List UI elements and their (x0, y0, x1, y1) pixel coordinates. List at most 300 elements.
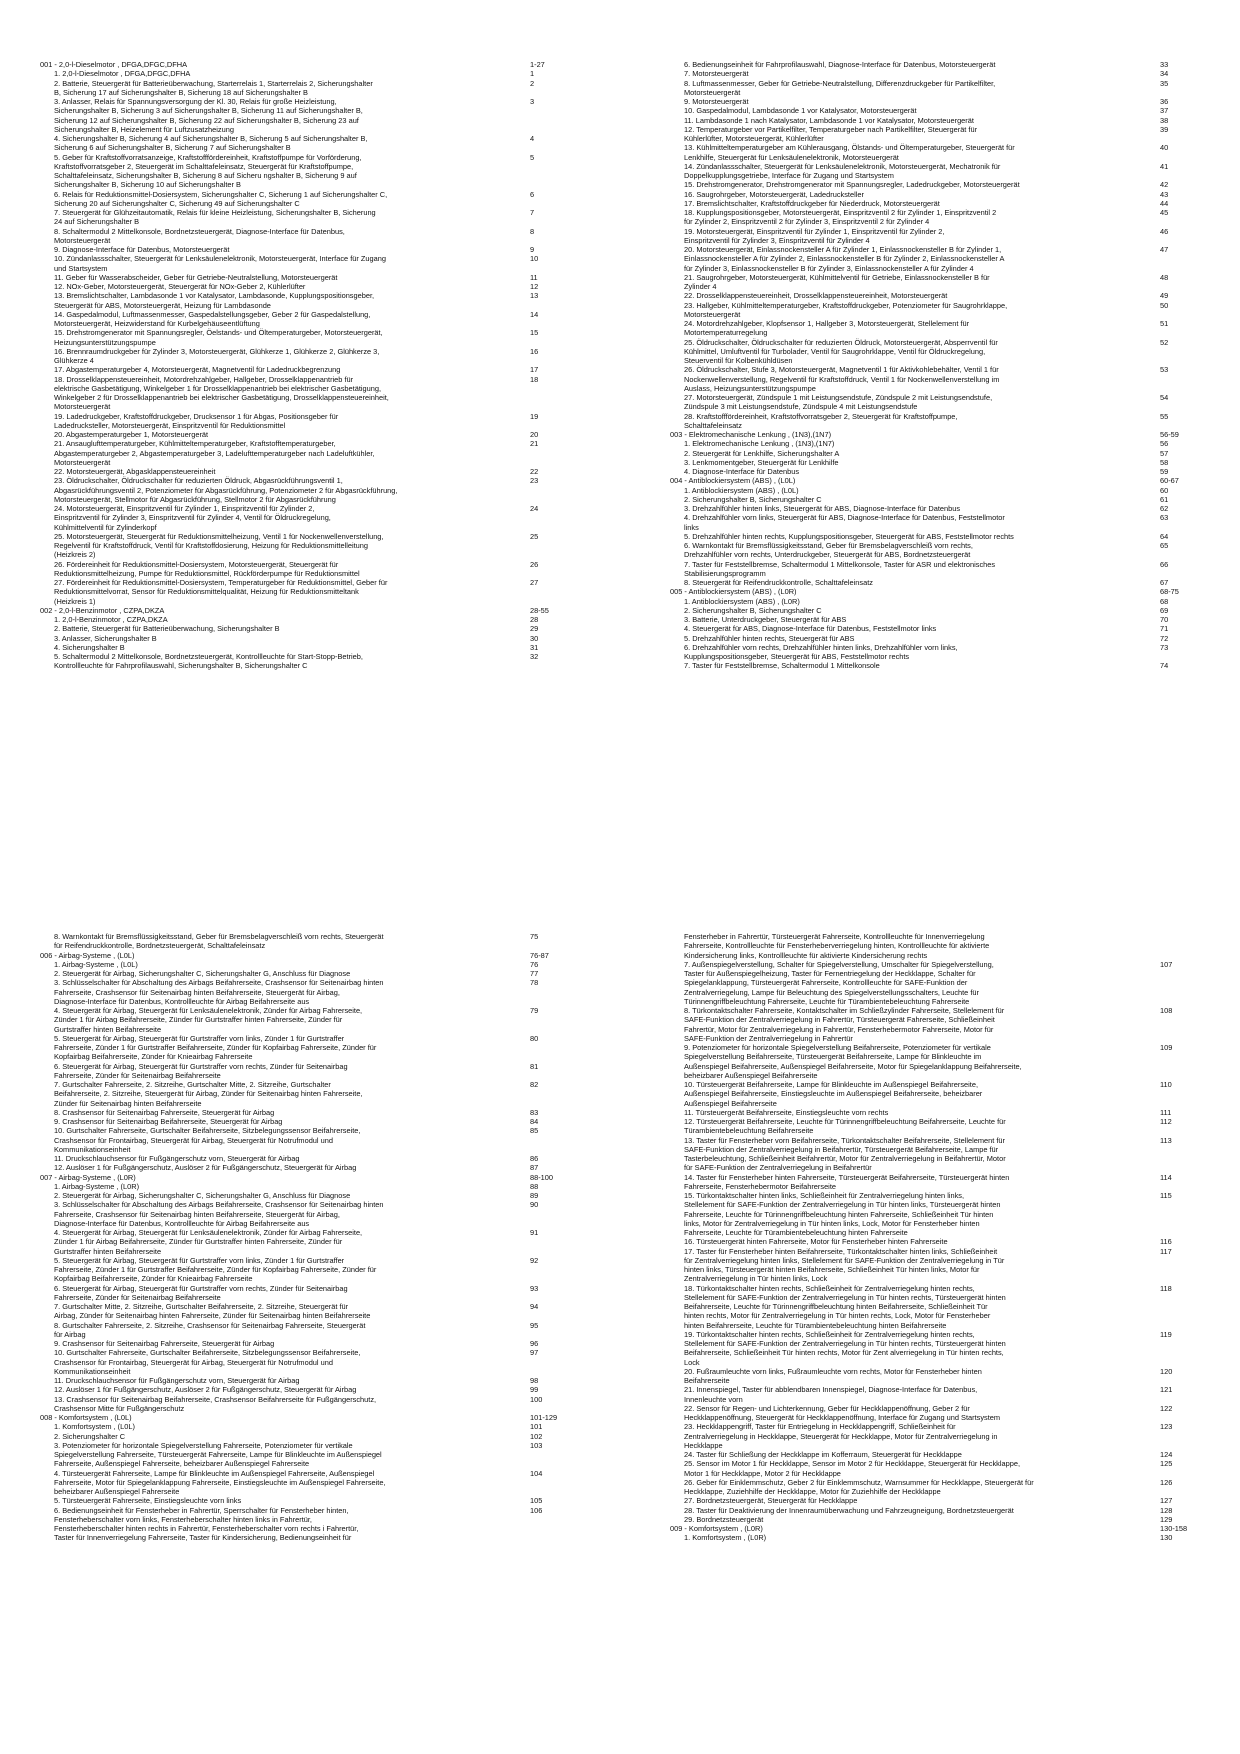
toc-entry-title: 10. Gaspedalmodul, Lambdasonde 1 vor Katalysator, Motorsteuergerät (684, 106, 917, 116)
toc-section-entry (670, 476, 1200, 485)
toc-entry-page: 120 (1160, 1366, 1173, 1376)
toc-entry-title: 12. Türsteuergerät Beifahrerseite, Leuchte für Türinnengriffbeleuchtung Beifahrerseite, Leuchte für Türambientebeleuchtung Beifahrerseite (684, 1117, 1006, 1136)
toc-entry-page: 18 (530, 374, 539, 384)
toc-section-entry (40, 1173, 570, 1182)
toc-entry-page: 91 (530, 1228, 539, 1237)
toc-entry (40, 375, 570, 412)
toc-entry-title: 11. Druckschlauchsensor für Fußgängerschutz vorn, Steuergerät für Airbag (54, 1376, 300, 1385)
toc-entry (40, 1376, 570, 1385)
toc-entry-title: 5. Steuergerät für Airbag, Steuergerät für Gurtstraffer vorn links, Zünder 1 für Gurtstraffer Fahrerseite, Zünder 1 für Gurtstraffer Beifahrerseite, Zünder für Kopfairbag Fahrerseite, Zünder für Kopfairbag Beifahrerseite, Zünder für Knieairbag Fahrerseite (54, 1033, 377, 1062)
toc-entry (670, 69, 1200, 78)
toc-entry (40, 1126, 570, 1154)
toc-entry-title: 15. Drehstromgenerator, Drehstromgenerator mit Spannungsregler, Ladedruckgeber, Motorsteuergerät (684, 180, 1020, 190)
toc-entry (40, 1422, 570, 1431)
toc-entry (670, 532, 1200, 541)
toc-entry-title: 007 - Airbag-Systeme , (L0R) (40, 1172, 136, 1182)
toc-entry-page: 73 (1160, 642, 1169, 652)
toc-entry-page: 47 (1160, 245, 1169, 254)
toc-section-entry (40, 951, 570, 960)
toc-entry (670, 1043, 1200, 1080)
toc-entry-title: 8. Schaltermodul 2 Mittelkonsole, Bordnetzsteuergerät, Diagnose-Interface für Datenbus, Motorsteuergerät (54, 226, 345, 245)
toc-entry (40, 643, 570, 652)
toc-entry-title: 2. Batterie, Steuergerät für Batterieüberwachung, Starterrelais 1, Starterrelais 2, Sicherungshalter B, Sicherung 17 auf Sicherungshalter B, Sicherung 18 auf Sicherungshalter B (54, 78, 373, 97)
toc-entry (40, 624, 570, 633)
toc-entry-title: 27. Bordnetzsteuergerät, Steuergerät für Heckklappe (684, 1496, 858, 1506)
toc-entry (40, 430, 570, 439)
toc-entry (670, 960, 1200, 1006)
toc-entry-page: 27 (530, 578, 539, 587)
toc-entry-page: 115 (1160, 1191, 1172, 1200)
toc-entry-title: 14. Zündanlassschalter, Steuergerät für Lenksäulenelektronik, Motorsteuergerät, Mechatronik für Doppelkupplungsgetriebe, Interface für Zugang und Startsystem (684, 161, 1001, 180)
toc-entry-title: 3. Anlasser, Relais für Spannungsversorgung der Kl. 30, Relais für große Heizleistung, Sicherungshalter B, Sicherung 3 auf Sicherungshalter B, Sicherung 11 auf Sicherungshalter B, Sicherung 12 auf Sicherungshalter B, Sicherung 22 auf Sicherungshalter B, Sicherung 23 auf Sicherungshalter B, Heizelement für Luftzusatzheizung (54, 97, 363, 134)
toc-entry-page: 78 (530, 978, 539, 988)
toc-entry-page: 22 (530, 467, 539, 476)
toc-entry-page: 129 (1160, 1514, 1173, 1524)
toc-entry (670, 1237, 1200, 1246)
toc-entry (670, 1404, 1200, 1423)
toc-entry-title: 4. Diagnose-Interface für Datenbus (684, 467, 800, 476)
toc-entry-title: 5. Geber für Kraftstoffvorratsanzeige, Kraftstofffördereinheit, Kraftstoffpumpe für Vorförderung, Kraftstoffvorratsgeber 2, Steuergerät im Schalttafeleinsatz, Steuergerät für Kraftstoffpumpe, Schalttafeleinsatz, Sicherungshalter B, Sicherung 8 auf Sicheru ngshalter B, Sicherung 9 auf Sicherungshalter B, Sicherung 10 auf Sicherungshalter B (54, 152, 362, 190)
toc-entry-title: 006 - Airbag-Systeme , (L0L) (40, 950, 135, 960)
toc-entry (40, 476, 570, 504)
toc-entry-title: 9. Potenziometer für horizontale Spiegelverstellung Beifahrerseite, Potenziometer für vertikale Spiegelverstellung Beifahrerseite, Türsteuergerät Beifahrerseite, Lampe für Blinkleuchte im Außenspiegel Beifahrerseite, Außenspiegel Beifahrerseite, Motor für Spiegelanklappung Beifahrerseite, beheizbarer Außenspiegel Beifahrerseite (684, 1043, 1022, 1080)
toc-entry (670, 504, 1200, 513)
toc-entry-title: 10. Gurtschalter Fahrerseite, Gurtschalter Beifahrerseite, Sitzbelegungssensor Beifahrerseite, Crashsensor für Frontairbag, Steuergerät für Airbag, Steuergerät für Notrufmodul und Kommunikationseinheit (54, 1348, 361, 1376)
toc-entry (40, 190, 570, 209)
toc-entry-page: 43 (1160, 189, 1169, 199)
toc-entry-title: 5. Drehzahlfühler hinten rechts, Kupplungspositionsgeber, Steuergerät für ABS, Feststellmotor rechts (684, 531, 1014, 541)
toc-entry-title: 20. Motorsteuergerät, Einlassnockensteller A für Zylinder 1, Einlassnockensteller B für Zylinder 1, Einlassnockensteller A für Zylinder 2, Einlassnockensteller B für Zylinder 2, Einlassnockensteller A für Zylinder 3, Einlassnockensteller B für Zylinder 3, Einlassnockensteller A für Zylinder 4 (684, 245, 1005, 273)
toc-entry (670, 624, 1200, 633)
toc-entry-title: 2. Steuergerät für Airbag, Sicherungshalter C, Sicherungshalter G, Anschluss für Diagnose (54, 969, 351, 978)
toc-entry-page: 95 (530, 1320, 539, 1330)
toc-entry-title: 6. Steuergerät für Airbag, Steuergerät für Gurtstraffer vorn rechts, Zünder für Seitenairbag Fahrerseite, Zünder für Seitenairbag Beifahrerseite (54, 1061, 348, 1080)
toc-entry (670, 486, 1200, 495)
toc-entry-page: 59 (1160, 467, 1169, 476)
toc-entry-title: 1. Airbag-Systeme , (L0L) (54, 959, 138, 969)
toc-entry-page: 80 (530, 1033, 539, 1043)
toc-entry-page: 46 (1160, 226, 1169, 236)
toc-entry (40, 978, 570, 1006)
toc-entry-page: 41 (1160, 161, 1169, 171)
toc-entry (40, 1432, 570, 1441)
toc-entry-page: 114 (1160, 1172, 1172, 1182)
toc-entry-page: 112 (1160, 1117, 1172, 1126)
toc-entry-title: 24. Motorsteuergerät, Einspritzventil für Zylinder 1, Einspritzventil für Zylinder 2, Einspritzventil für Zylinder 3, Einspritzventil für Zylinder 4, Ventil für Öldruckregelung, Kühlmittelventil für Zylinderkopf (54, 504, 331, 532)
toc-entry-page: 100 (530, 1394, 543, 1404)
toc-entry-page: 44 (1160, 198, 1169, 208)
toc-entry (670, 1330, 1200, 1367)
toc-entry-title: 8. Crashsensor für Seitenairbag Fahrerseite, Steuergerät für Airbag (54, 1107, 275, 1117)
toc-entry (670, 143, 1200, 162)
toc-entry-page: 92 (530, 1255, 539, 1265)
toc-entry-page: 34 (1160, 69, 1169, 79)
toc-entry (670, 199, 1200, 208)
toc-entry-page: 23 (530, 476, 539, 486)
toc-entry-title: 20. Abgastemperaturgeber 1, Motorsteuergerät (54, 430, 209, 439)
toc-entry (40, 79, 570, 98)
toc-entry (40, 1506, 570, 1543)
toc-entry-page: 33 (1160, 60, 1169, 69)
toc-entry-page: 28-55 (530, 605, 549, 615)
toc-entry-page: 67 (1160, 578, 1169, 587)
toc-entry (670, 449, 1200, 458)
toc-entry-title: 19. Ladedruckgeber, Kraftstoffdruckgeber, Drucksensor 1 für Abgas, Positionsgeber für Ladedrucksteller, Motorsteuergerät, Einspritzventil für Reduktionsmittel (54, 411, 339, 430)
toc-entry (670, 412, 1200, 431)
toc-entry (670, 125, 1200, 144)
toc-entry-page: 54 (1160, 393, 1169, 402)
toc-entry (670, 1247, 1200, 1284)
toc-entry (670, 319, 1200, 338)
toc-entry (40, 1062, 570, 1081)
toc-entry-title: 3. Lenkmomentgeber, Steuergerät für Lenkhilfe (684, 457, 839, 467)
toc-entry-page: 48 (1160, 272, 1169, 282)
toc-entry-page: 88-100 (530, 1172, 554, 1182)
toc-entry-title: 10. Gurtschalter Fahrerseite, Gurtschalter Beifahrerseite, Sitzbelegungssensor Beifahrerseite, Crashsensor für Frontairbag, Steuergerät für Airbag, Steuergerät für Notrufmodul und Kommunikationseinheit (54, 1126, 361, 1154)
toc-entry-page: 72 (1160, 633, 1169, 643)
toc-entry-page: 87 (530, 1163, 539, 1173)
toc-entry-page: 64 (1160, 531, 1169, 541)
toc-entry (670, 661, 1200, 670)
toc-entry-title: 17. Bremslichtschalter, Kraftstoffdruckgeber für Niederdruck, Motorsteuergerät (684, 198, 940, 208)
toc-entry-page: 3 (530, 97, 535, 106)
toc-section-entry (40, 606, 570, 615)
toc-entry (670, 458, 1200, 467)
toc-entry-page: 60 (1160, 485, 1169, 495)
toc-entry (40, 291, 570, 310)
toc-entry (670, 79, 1200, 98)
toc-entry (40, 1200, 570, 1228)
toc-entry (670, 162, 1200, 181)
toc-entry-page: 62 (1160, 504, 1169, 513)
toc-entry-title: 7. Taster für Feststellbremse, Schaltermodul 1 Mittelkonsole (684, 661, 880, 671)
toc-entry-page: 101 (530, 1422, 543, 1432)
toc-entry-page: 60-67 (1160, 476, 1179, 486)
toc-entry (670, 273, 1200, 292)
toc-entry-page: 84 (530, 1117, 539, 1126)
toc-entry-page: 88 (530, 1181, 539, 1191)
toc-entry-page: 52 (1160, 337, 1169, 347)
toc-entry-page: 110 (1160, 1080, 1172, 1089)
toc-entry (40, 504, 570, 532)
toc-entry (670, 227, 1200, 246)
toc-entry (40, 310, 570, 329)
toc-entry-page: 68-75 (1160, 587, 1179, 597)
toc-section-entry (670, 587, 1200, 596)
toc-entry-title: 4. Drehzahlfühler vorn links, Steuergerät für ABS, Diagnose-Interface für Datenbus, Feststellmotor links (684, 513, 1005, 532)
toc-entry-page: 25 (530, 531, 539, 541)
toc-entry (40, 208, 570, 227)
toc-entry (670, 467, 1200, 476)
toc-entry (670, 634, 1200, 643)
toc-entry-page: 81 (530, 1061, 539, 1071)
toc-entry (670, 1006, 1200, 1043)
toc-entry (670, 208, 1200, 227)
toc-entry (40, 365, 570, 374)
toc-entry-page: 99 (530, 1385, 539, 1395)
toc-entry-page: 85 (530, 1126, 539, 1136)
toc-entry (40, 1321, 570, 1340)
toc-entry-title: 1. Antiblockiersystem (ABS) , (L0R) (684, 596, 800, 606)
toc-entry-title: 22. Drosselklappensteuereinheit, Drosselklappensteuereinheit, Motorsteuergerät (684, 291, 948, 301)
toc-entry-page: 105 (530, 1496, 543, 1506)
toc-entry-title: 1. 2,0-l-Dieselmotor , DFGA,DFGC,DFHA (54, 69, 191, 79)
toc-entry-title: 1. Komfortsystem , (L0R) (684, 1533, 767, 1543)
toc-entry-title: 2. Batterie, Steuergerät für Batterieüberwachung, Sicherungshalter B (54, 624, 280, 634)
toc-entry (670, 1385, 1200, 1404)
toc-entry (40, 1469, 570, 1497)
toc-entry-title: 6. Steuergerät für Airbag, Steuergerät für Gurtstraffer vorn rechts, Zünder für Seitenairbag Fahrerseite, Zünder für Seitenairbag Beifahrerseite (54, 1283, 348, 1302)
toc-entry-title: 22. Sensor für Regen- und Lichterkennung, Geber für Heckklappenöffnung, Geber 2 für Heckklappenöffnung, Steuergerät für Heckklappenöffnung, Interface für Zugang und Startsystem (684, 1403, 1001, 1422)
toc-entry-title: 13. Bremslichtschalter, Lambdasonde 1 vor Katalysator, Lambdasonde, Kupplungspositionsgeber, Steuergerät für ABS, Motorsteuergerät, Heizung für Lambdasonde (54, 291, 375, 310)
toc-entry (40, 1006, 570, 1034)
toc-entry-page: 75 (530, 932, 539, 941)
toc-entry (670, 1515, 1200, 1524)
toc-entry-title: 003 - Elektromechanische Lenkung , (1N3),(1N7) (670, 430, 832, 439)
toc-entry-page: 119 (1160, 1329, 1172, 1339)
toc-entry (670, 60, 1200, 69)
toc-entry-page: 29 (530, 624, 539, 634)
toc-entry-page: 107 (1160, 959, 1173, 969)
toc-entry (670, 1108, 1200, 1117)
toc-entry-page: 57 (1160, 448, 1169, 458)
toc-entry (670, 439, 1200, 448)
toc-entry (40, 1496, 570, 1505)
toc-entry (670, 1506, 1200, 1515)
toc-entry (670, 116, 1200, 125)
toc-entry-title: 24. Motordrehzahlgeber, Klopfsensor 1, Hallgeber 3, Motorsteuergerät, Stellelement für Motortemperaturregelung (684, 319, 970, 338)
toc-entry-title: 002 - 2,0-l-Benzinmotor , CZPA,DKZA (40, 605, 165, 615)
toc-entry-page: 36 (1160, 97, 1169, 106)
toc-entry-title: 7. Gurtschalter Mitte, 2. Sitzreihe, Gurtschalter Beifahrerseite, 2. Sitzreihe, Steuergerät für Airbag, Zünder für Seitenairbag hinten Fahrerseite, Zünder für Seitenairbag hinten Beifahrerseite (54, 1302, 371, 1321)
toc-entry-page: 6 (530, 189, 535, 199)
toc-entry-title: 6. Bedienungseinheit für Fahrprofilauswahl, Diagnose-Interface für Datenbus, Motorsteuergerät (684, 60, 996, 69)
toc-entry-page: 97 (530, 1348, 539, 1358)
toc-entry-title: 10. Zündanlassschalter, Steuergerät für Lenksäulenelektronik, Motorsteuergerät, Interface für Zugang und Startsystem (54, 254, 386, 273)
toc-entry (40, 245, 570, 254)
toc-entry-page: 16 (530, 346, 539, 356)
toc-column-bottom-right (670, 932, 1200, 1543)
toc-entry-page: 83 (530, 1107, 539, 1117)
toc-entry (40, 69, 570, 78)
toc-entry-page: 82 (530, 1080, 539, 1089)
toc-entry (670, 180, 1200, 189)
toc-entry (670, 338, 1200, 366)
toc-entry-title: 26. Fördereinheit für Reduktionsmittel-Dosiersystem, Motorsteuergerät, Steuergerät für Reduktionsmittelheizung, Pumpe für Reduktionsmittel, Rückförderpumpe für Reduktionsmittel (54, 559, 360, 578)
toc-entry (40, 1339, 570, 1348)
toc-entry-page: 31 (530, 642, 539, 652)
toc-entry-page: 56-59 (1160, 430, 1179, 439)
toc-entry-title: 7. Motorsteuergerät (684, 69, 749, 79)
toc-entry-title: 4. Steuergerät für ABS, Diagnose-Interface für Datenbus, Feststellmotor links (684, 624, 937, 634)
toc-entry (670, 513, 1200, 532)
toc-entry-page: 63 (1160, 513, 1169, 523)
toc-entry-page: 5 (530, 152, 535, 162)
toc-entry (670, 643, 1200, 662)
toc-entry-page: 1 (530, 69, 535, 79)
toc-entry (40, 412, 570, 431)
toc-entry (670, 1533, 1200, 1542)
toc-entry-page: 122 (1160, 1403, 1173, 1413)
toc-entry-title: 25. Motorsteuergerät, Steuergerät für Reduktionsmittelheizung, Ventil 1 für Nockenwellenverstellung, Regelventil für Kraftstoffdruck, Ventil für Kraftstoffdosierung, Heizung für Reduktionsmittelleitung (Heizkreis 2) (54, 531, 384, 560)
toc-entry (670, 1496, 1200, 1505)
toc-entry-title: 7. Steuergerät für Glühzeitautomatik, Relais für kleine Heizleistung, Sicherungshalter B, Sicherung 24 auf Sicherungshalter B (54, 208, 376, 227)
toc-section-entry (670, 1524, 1200, 1533)
toc-entry (40, 1441, 570, 1469)
toc-entry-title: 3. Schlüsselschalter für Abschaltung des Airbags Beifahrerseite, Crashsensor für Seitenairbag hinten Fahrerseite, Crashsensor für Seitenairbag hinten Beifahrerseite, Steuergerät für Airbag, Diagnose-Interface für Datenbus, Kontrollleuchte für Airbag Beifahrerseite aus (54, 1200, 384, 1228)
toc-entry-page: 35 (1160, 78, 1169, 88)
toc-entry-title: 11. Lambdasonde 1 nach Katalysator, Lambdasonde 1 vor Katalysator, Motorsteuergerät (684, 115, 974, 125)
toc-entry-title: 12. Temperaturgeber vor Partikelfilter, Temperaturgeber nach Partikelfilter, Steuergerät für Kühlerlüfter, Motorsteuergerät, Kühlerlüfter (684, 124, 978, 143)
toc-entry-title: 18. Drosselklappensteuereinheit, Motordrehzahlgeber, Hallgeber, Drosselklappenantrieb für elektrische Gasbetätigung, Winkelgeber 1 für Drosselklappenantrieb bei elektrischer Gasbetätigung, Winkelgeber 2 für Drosselklappenantrieb bei elektrischer Gasbetätigung, Drosselklappensteuereinheit, Motorsteuergerät (54, 374, 389, 412)
toc-entry-title: 17. Taster für Fensterheber hinten Beifahrerseite, Türkontaktschalter hinten links, Schließeinheit für Zentralverriegelung hinten links, Stellelement für SAFE-Funktion der Zentralverriegelung in Tür hinten links, Türsteuergerät hinten Beifahrerseite, Schließeinheit Tür hinten links, Motor für Zentralverriegelung in Tür hinten links, Lock (684, 1246, 1005, 1284)
toc-entry-title: 4. Steuergerät für Airbag, Steuergerät für Lenksäulenelektronik, Zünder für Airbag Fahrerseite, Zünder 1 für Airbag Beifahrerseite, Zünder für Gurtstraffer hinten Fahrerseite, Zünder für Gurtstraffer hinten Beifahrerseite (54, 1006, 363, 1034)
toc-entry-title: 3. Anlasser, Sicherungshalter B (54, 633, 157, 643)
toc-entry-title: 16. Saugrohrgeber, Motorsteuergerät, Ladedrucksteller (684, 189, 864, 199)
toc-entry (40, 227, 570, 246)
toc-entry (670, 615, 1200, 624)
toc-entry-title: 8. Türkontaktschalter Fahrerseite, Kontaktschalter im Schließzylinder Fahrerseite, Stellelement für SAFE-Funktion der Zentralverriegelung in Fahrertür, Türsteuergerät Fahrerseite, Schließeinheit Fahrertür, Motor für Zentralverriegelung in Fahrertür, Fensterhebermotor Fahrerseite, Motor für SAFE-Funktion der Zentralverriegelung in Fahrertür (684, 1006, 1005, 1043)
toc-entry-title: 2. Sicherungshalter B, Sicherungshalter C (684, 494, 822, 504)
toc-entry-title: 2. Steuergerät für Airbag, Sicherungshalter C, Sicherungshalter G, Anschluss für Diagnose (54, 1191, 351, 1200)
toc-entry-page: 65 (1160, 541, 1169, 550)
toc-entry-title: Fensterheber in Fahrertür, Türsteuergerät Fahrerseite, Kontrollleuchte für Innenverriegelung Fahrerseite, Kontrollleuchte für Fensterheberverriegelung hinten, Kontrollleuchte für aktivierte Kindersicherung links, Kontrollleuchte für aktivierte Kindersicherung rechts (684, 932, 990, 960)
toc-entry-page: 79 (530, 1006, 539, 1015)
toc-entry-title: 12. Auslöser 1 für Fußgängerschutz, Auslöser 2 für Fußgängerschutz, Steuergerät für Airbag (54, 1163, 357, 1173)
toc-entry-page: 117 (1160, 1246, 1172, 1256)
toc-entry-page: 96 (530, 1339, 539, 1348)
toc-entry-title: 9. Crashsensor für Seitenairbag Fahrerseite, Steuergerät für Airbag (54, 1339, 275, 1348)
toc-entry (670, 1422, 1200, 1450)
toc-entry-page: 7 (530, 208, 535, 217)
toc-entry-title: 23. Hallgeber, Kühlmitteltemperaturgeber, Kraftstoffdruckgeber, Potenziometer für Saugrohrklappe, Motorsteuergerät (684, 300, 1008, 319)
toc-entry-title: 8. Luftmassenmesser, Geber für Getriebe-Neutralstellung, Differenzdruckgeber für Partikelfilter, Motorsteuergerät (684, 78, 996, 97)
toc-entry (40, 1154, 570, 1163)
toc-entry-page: 118 (1160, 1283, 1172, 1293)
toc-entry-page: 30 (530, 633, 539, 643)
toc-entry (670, 1080, 1200, 1108)
toc-entry-title: 26. Öldruckschalter, Stufe 3, Motorsteuergerät, Magnetventil 1 für Aktivkohlebehälter, Ventil 1 für Nockenwellenverstellung, Regelventil für Kraftstoffdruck, Ventil 1 für Nockenwellenverstellung im Auslass, Heizungsunterstützungspumpe (684, 365, 1000, 393)
toc-entry (40, 1284, 570, 1303)
toc-entry-title: 15. Drehstromgenerator mit Spannungsregler, Öelstands- und Öltemperaturgeber, Motorsteuergerät, Heizungsunterstützungspumpe (54, 328, 383, 347)
toc-entry-title: 005 - Antiblockiersystem (ABS) , (L0R) (670, 587, 797, 597)
toc-entry-title: 4. Türsteuergerät Fahrerseite, Lampe für Blinkleuchte im Außenspiegel Fahrerseite, Außenspiegel Fahrerseite, Motor für Spiegelanklappung Fahrerseite, Einstiegsleuchte im Außenspiegel Fahrerseite, beheizbarer Außenspiegel Fahrerseite (54, 1468, 386, 1496)
toc-entry-title: 1. Airbag-Systeme , (L0R) (54, 1181, 140, 1191)
toc-entry-page: 106 (530, 1505, 543, 1515)
toc-entry-page: 125 (1160, 1459, 1173, 1469)
toc-entry-page: 68 (1160, 596, 1169, 606)
toc-entry-page: 104 (530, 1468, 543, 1478)
toc-entry-title: 20. Fußraumleuchte vorn links, Fußraumleuchte vorn rechts, Motor für Fensterheber hinten Beifahrerseite (684, 1366, 982, 1385)
toc-entry-page: 1-27 (530, 60, 545, 69)
toc-entry-page: 124 (1160, 1450, 1173, 1459)
toc-entry-title: 5. Türsteuergerät Fahrerseite, Einstiegsleuchte vorn links (54, 1496, 242, 1506)
toc-entry-page: 94 (530, 1302, 539, 1311)
toc-entry-page: 15 (530, 328, 539, 338)
toc-entry-title: 29. Bordnetzsteuergerät (684, 1514, 764, 1524)
toc-entry (40, 969, 570, 978)
toc-entry (670, 245, 1200, 273)
toc-entry-title: 27. Motorsteuergerät, Zündspule 1 mit Leistungsendstufe, Zündspule 2 mit Leistungsendstufe, Zündspule 3 mit Leistungsendstufe, Zündspule 4 mit Leistungsendstufe (684, 393, 993, 412)
toc-entry-page: 11 (530, 272, 538, 282)
toc-entry (40, 439, 570, 467)
toc-entry-title: 14. Taster für Fensterheber hinten Fahrerseite, Türsteuergerät Beifahrerseite, Türsteuergerät hinten Fahrerseite, Fensterhebermotor Beifahrerseite (684, 1172, 1010, 1191)
toc-entry-title: 004 - Antiblockiersystem (ABS) , (L0L) (670, 476, 796, 486)
toc-section-entry (40, 60, 570, 69)
toc-entry-title: 11. Druckschlauchsensor für Fußgängerschutz vorn, Steuergerät für Airbag (54, 1154, 300, 1163)
toc-entry (670, 1136, 1200, 1173)
toc-entry (40, 960, 570, 969)
toc-entry-title: 18. Türkontaktschalter hinten rechts, Schließeinheit für Zentralverriegelung hinten rechts, Stellelement für SAFE-Funktion der Zentralverriegelung in Tür hinten rechts, Türsteuergerät hinten Beifahrerseite, Leuchte für Türinnengriffbeleuchtung hinten Beifahrerseite, Schließeinheit Tür hinten rechts, Motor für Zentralverriegelung in Tür hinten rechts, Lock, Motor für Fensterheber hinten Beifahrerseite, Leuchte für Türambientebeleuchtung hinten Beifahrerseite (684, 1283, 1006, 1330)
toc-entry-title: 12. NOx-Geber, Motorsteuergerät, Steuergerät für NOx-Geber 2, Kühlerlüfter (54, 282, 306, 291)
toc-entry-page: 24 (530, 504, 539, 513)
toc-entry-title: 15. Türkontaktschalter hinten links, Schließeinheit für Zentralverriegelung hinten links, Stellelement für SAFE-Funktion der Zentralverriegelung in Tür hinten links, Türsteuergerät hinten Fahrerseite, Leuchte für Türinnengriffbeleuchtung hinten Fahrerseite, Schließeinheit Tür hinten links, Motor für Zentralverriegelung in Tür hinten links, Lock, Motor für Fensterheber hinten Fahrerseite, Leuchte für Türambientebeleuchtung hinten Fahrerseite (684, 1191, 1001, 1237)
toc-entry-page: 45 (1160, 208, 1169, 217)
toc-entry-title: 11. Türsteuergerät Beifahrerseite, Einstiegsleuchte vorn rechts (684, 1107, 889, 1117)
toc-entry-title: 13. Taster für Fensterheber vorn Beifahrerseite, Türkontaktschalter Beifahrerseite, Stellelement für SAFE-Funktion der Zentralverriegelung in Beifahrertür, Türsteuergerät Beifahrerseite, Lampe für Tasterbeleuchtung, Schließeinheit Beifahrertür, Motor für Zentralverriegelung in Beifahrertür, Motor für SAFE-Funktion der Zentralverriegelung in Beifahrertür (684, 1135, 1006, 1173)
toc-entry-title: 6. Warnkontakt für Bremsflüssigkeitsstand, Geber für Bremsbelagverschleiß vorn rechts, Drehzahlfühler vorn rechts, Unterdruckgeber, Steuergerät für ABS, Bordnetzsteuergerät (684, 541, 973, 560)
toc-entry-page: 58 (1160, 457, 1169, 467)
toc-entry (670, 560, 1200, 579)
toc-entry-page: 42 (1160, 180, 1169, 190)
toc-entry (40, 634, 570, 643)
toc-entry (40, 282, 570, 291)
toc-entry-page: 13 (530, 291, 539, 301)
toc-entry-title: 23. Öldruckschalter, Öldruckschalter für reduzierten Öldruck, Abgasrückführungsventil 1, Abgasrückführungsventil 2, Potenziometer für Abgasrückführung, Potenziometer 2 für Abgasrückführung, Motorsteuergerät, Stellmotor für Abgasrückführung, Stellmotor 2 für Abgasrückführung (54, 476, 398, 504)
toc-entry-title: 5. Schaltermodul 2 Mittelkonsole, Bordnetzsteuergerät, Kontrollleuchte für Start-Stopp-Betrieb, Kontrollleuchte für Fahrprofilauswahl, Sicherungshalter B, Sicherungshalter C (54, 652, 363, 671)
toc-entry-title: 21. Innenspiegel, Taster für abblendbaren Innenspiegel, Diagnose-Interface für Datenbus, Innenleuchte vorn (684, 1385, 978, 1404)
toc-entry-title: 3. Schlüsselschalter für Abschaltung des Airbags Beifahrerseite, Crashsensor für Seitenairbag hinten Fahrerseite, Crashsensor für Seitenairbag hinten Beifahrerseite, Steuergerät für Airbag, Diagnose-Interface für Datenbus, Kontrollleuchte für Airbag Beifahrerseite aus (54, 978, 384, 1006)
toc-entry-title: 6. Bedienungseinheit für Fensterheber in Fahrertür, Sperrschalter für Fensterheber hinten, Fensterheberschalter vorn links, Fensterheberschalter hinten links in Fahrertür, Fensterheberschalter hinten rechts in Fahrertür, Fensterheberschalter vorn rechts i Fahrertür, Taster für Innenverriegelung Fahrerseite, Taster für Kindersicherung, Bedienungseinheit für (54, 1505, 359, 1543)
toc-entry-title: 2. Sicherungshalter B, Sicherungshalter C (684, 605, 822, 615)
toc-entry (40, 347, 570, 366)
toc-entry-title: 7. Gurtschalter Fahrerseite, 2. Sitzreihe, Gurtschalter Mitte, 2. Sitzreihe, Gurtschalter Beifahrerseite, 2. Sitzreihe, Steuergerät für Airbag, Zünder für Seitenairbag hinten Fahrerseite, Zünder für Seitenairbag hinten Beifahrerseite (54, 1080, 363, 1108)
toc-entry-page: 116 (1160, 1237, 1172, 1247)
toc-entry-page: 70 (1160, 615, 1169, 624)
toc-entry-page: 38 (1160, 115, 1169, 125)
toc-entry (670, 606, 1200, 615)
toc-entry (40, 1191, 570, 1200)
toc-section-entry (670, 430, 1200, 439)
toc-entry-page: 14 (530, 309, 539, 319)
toc-entry-page: 8 (530, 226, 535, 236)
toc-entry-title: 2. Steuergerät für Lenkhilfe, Sicherungshalter A (684, 448, 840, 458)
toc-entry-page: 20 (530, 430, 539, 439)
toc-entry-page: 126 (1160, 1477, 1173, 1487)
toc-entry-title: 1. Elektromechanische Lenkung , (1N3),(1N7) (684, 439, 835, 449)
toc-entry-page: 53 (1160, 365, 1169, 375)
toc-entry-page: 32 (530, 652, 539, 661)
toc-entry-title: 17. Abgastemperaturgeber 4, Motorsteuergerät, Magnetventil für Ladedruckbegrenzung (54, 365, 341, 375)
toc-entry (670, 97, 1200, 106)
toc-entry (40, 1034, 570, 1062)
toc-entry-title: 25. Sensor im Motor 1 für Heckklappe, Sensor im Motor 2 für Heckklappe, Steuergerät für Heckklappe, Motor 1 für Heckklappe, Motor 2 für Heckklappe (684, 1459, 1021, 1478)
toc-entry (40, 1228, 570, 1256)
toc-entry (40, 467, 570, 476)
toc-entry (670, 1478, 1200, 1497)
toc-entry-page: 39 (1160, 124, 1169, 134)
toc-entry (40, 615, 570, 624)
toc-entry-page: 19 (530, 411, 539, 421)
toc-entry (670, 1117, 1200, 1136)
toc-entry-title: 6. Drehzahlfühler vorn rechts, Drehzahlfühler hinten links, Drehzahlfühler vorn links, Kupplungspositionsgeber, Steuergerät für ABS, Feststellmotor rechts (684, 642, 958, 661)
toc-entry-page: 86 (530, 1154, 539, 1163)
toc-entry (670, 301, 1200, 320)
toc-entry (40, 578, 570, 606)
toc-entry-title: 19. Türkontaktschalter hinten rechts, Schließeinheit für Zentralverriegelung hinten rechts, Stellelement für SAFE-Funktion der Zentralverriegelung in Tür hinten rechts, Türsteuergerät hinten Beifahrerseite, Schließeinheit Tür hinten rechts, Motor für Zent alverriegelung in Tür hinten rechts, Lock (684, 1329, 1006, 1367)
toc-entry (40, 153, 570, 190)
toc-section-entry (40, 1413, 570, 1422)
